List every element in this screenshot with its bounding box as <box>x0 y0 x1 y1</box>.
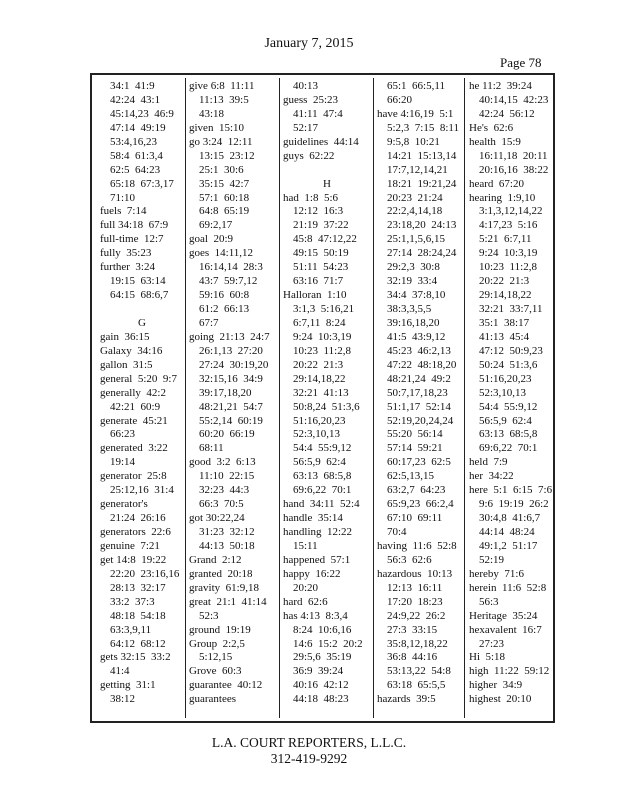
column-divider <box>373 78 374 718</box>
index-entry-line: 53:4,16,23 <box>110 135 158 148</box>
index-entry-line: general 5:20 9:7 <box>100 372 177 385</box>
index-entry-line: had 1:8 5:6 <box>283 191 338 204</box>
index-entry-line: ground 19:19 <box>189 623 251 636</box>
index-entry-line: 50:8,24 51:3,6 <box>293 400 360 413</box>
index-entry-line: Heritage 35:24 <box>469 609 538 622</box>
index-entry-line: 25:1,1,5,6,15 <box>387 233 446 246</box>
index-entry-line: 9:24 10:3,19 <box>479 247 538 260</box>
index-entry-line: genuine 7:21 <box>100 539 160 552</box>
index-entry-line: goes 14:11,12 <box>189 247 254 260</box>
index-entry-line: 40:14,15 42:23 <box>479 93 549 106</box>
index-entry-line: 8:24 10:6,16 <box>293 623 352 636</box>
index-entry-line: further 3:24 <box>100 261 155 274</box>
column-divider <box>464 78 465 718</box>
index-entry-line: 45:23 46:2,13 <box>387 344 451 357</box>
index-entry-line: 49:15 50:19 <box>293 247 349 260</box>
index-entry-line: 41:13 45:4 <box>479 330 530 343</box>
index-entry-line: 51:1,17 52:14 <box>387 400 451 413</box>
index-entry-line: 6:7,11 8:24 <box>293 316 346 329</box>
index-entry-line: great 21:1 41:14 <box>189 595 267 608</box>
index-entry-line: 20:20 <box>293 581 319 594</box>
index-entry-line: hearing 1:9,10 <box>469 191 536 204</box>
index-entry-line: 36:8 44:16 <box>387 651 438 664</box>
index-entry-line: full-time 12:7 <box>100 233 164 246</box>
index-entry-line: 42:24 56:12 <box>479 107 535 120</box>
index-entry-line: health 15:9 <box>469 135 521 148</box>
index-entry-line: here 5:1 6:15 7:6 <box>469 484 553 497</box>
index-entry-line: gain 36:15 <box>100 330 150 343</box>
index-entry-line: 41:4 <box>110 665 130 678</box>
index-entry-line: 29:14,18,22 <box>293 372 346 385</box>
index-entry-line: 44:18 48:23 <box>293 693 349 706</box>
index-entry-line: has 4:13 8:3,4 <box>283 609 348 622</box>
index-entry-line: getting 31:1 <box>100 679 156 692</box>
index-entry-line: 19:15 63:14 <box>110 275 166 288</box>
index-entry-line: 52:19,20,24,24 <box>387 414 454 427</box>
index-entry-line: 42:21 60:9 <box>110 400 161 413</box>
index-entry-line: good 3:2 6:13 <box>189 456 256 469</box>
index-entry-line: higher 34:9 <box>469 679 523 692</box>
index-column-3 <box>283 80 371 718</box>
index-entry-line: 27:14 28:24,24 <box>387 247 457 260</box>
index-entry-line: 23:18,20 24:13 <box>387 219 457 232</box>
index-entry-line: generally 42:2 <box>100 386 166 399</box>
index-entry-line: He's 62:6 <box>469 121 514 134</box>
index-entry-line: 66:20 <box>387 93 413 106</box>
index-entry-line: Hi 5:18 <box>469 651 506 664</box>
page-number: Page 78 <box>500 55 542 70</box>
index-entry-line: 32:19 33:4 <box>387 275 438 288</box>
index-entry-line: 70:4 <box>387 526 407 538</box>
index-entry-line: 5:2,3 7:15 8:11 <box>387 121 460 134</box>
index-entry-line <box>100 303 184 317</box>
index-entry-line: 60:17,23 62:5 <box>387 456 451 469</box>
index-entry-line: 35:1 38:17 <box>479 316 530 329</box>
index-entry-line: 32:23 44:3 <box>199 484 250 497</box>
index-entry-line: 63:13 68:5,8 <box>479 428 538 441</box>
index-entry-line: got 30:22,24 <box>189 512 245 525</box>
index-entry-line: 36:9 39:24 <box>293 665 344 678</box>
index-entry-line: 56:3 62:6 <box>387 553 432 566</box>
index-entry-line: generate 45:21 <box>100 414 168 427</box>
index-entry-line: gallon 31:5 <box>100 358 153 371</box>
index-entry-line: 55:20 56:14 <box>387 428 443 441</box>
index-entry-line: full 34:18 67:9 <box>100 219 169 232</box>
index-entry-line: 60:20 66:19 <box>199 428 255 441</box>
index-entry-line: 3:1,3 5:16,21 <box>293 303 355 315</box>
index-entry-line: 52:19 <box>479 553 505 566</box>
index-entry-line: 41:5 43:9,12 <box>387 330 446 343</box>
index-entry-line: held 7:9 <box>469 456 508 469</box>
index-entry-line: 48:21,21 54:7 <box>199 400 263 413</box>
index-entry-line: 48:21,24 49:2 <box>387 372 451 385</box>
index-entry-line: 68:11 <box>199 442 224 455</box>
index-entry-line: hand 34:11 52:4 <box>283 498 360 511</box>
index-entry-line: 57:1 60:18 <box>199 191 250 204</box>
index-entry-line: 63:2,7 64:23 <box>387 484 446 497</box>
index-entry-line: handle 35:14 <box>283 512 343 525</box>
index-entry-line: 52:3,10,13 <box>479 386 527 399</box>
index-entry-line: handling 12:22 <box>283 526 353 538</box>
index-entry-line: 22:2,4,14,18 <box>387 205 443 218</box>
index-entry-line: 11:10 22:15 <box>199 470 255 483</box>
index-entry-line: go 3:24 12:11 <box>189 135 253 148</box>
index-entry-line: going 21:13 24:7 <box>189 330 270 343</box>
index-entry-line: 17:7,12,14,21 <box>387 163 448 176</box>
index-entry-line: 69:2,17 <box>199 219 233 232</box>
index-entry-line: 51:11 54:23 <box>293 261 349 274</box>
index-entry-line: 64:15 68:6,7 <box>110 289 169 302</box>
index-entry-line: get 14:8 19:22 <box>100 553 167 566</box>
index-entry-line: 67:7 <box>199 316 219 329</box>
index-entry-line: guarantee 40:12 <box>189 679 263 692</box>
index-entry-line: 43:7 59:7,12 <box>199 275 258 288</box>
index-entry-line: 57:14 59:21 <box>387 442 443 455</box>
index-entry-line: 10:23 11:2,8 <box>479 261 537 274</box>
index-entry-line: 65:1 66:5,11 <box>387 80 445 92</box>
index-entry-line: 66:3 70:5 <box>199 498 244 511</box>
index-column-4 <box>377 80 465 718</box>
index-entry-line: 54:4 55:9,12 <box>479 400 538 413</box>
index-entry-line: 33:2 37:3 <box>110 595 155 608</box>
index-entry-line: gets 32:15 33:2 <box>100 651 171 664</box>
index-entry-line: Group 2:2,5 <box>189 637 245 650</box>
index-entry-line: 47:22 48:18,20 <box>387 358 457 371</box>
index-entry-line: 16:11,18 20:11 <box>479 149 548 162</box>
index-entry-line: 67:10 69:11 <box>387 512 443 525</box>
index-entry-line: 13:15 23:12 <box>199 149 255 162</box>
index-entry-line: 5:12,15 <box>199 651 233 664</box>
index-entry-line: 30:4,8 41:6,7 <box>479 512 541 525</box>
index-entry-line: 59:16 60:8 <box>199 289 250 302</box>
index-entry-line: hexavalent 16:7 <box>469 623 542 636</box>
index-entry-line: 32:21 33:7,11 <box>479 303 543 315</box>
index-entry-line: 27:3 33:15 <box>387 623 438 636</box>
index-entry-line: 56:5,9 62:4 <box>479 414 532 427</box>
index-entry-line: 39:16,18,20 <box>387 316 440 329</box>
index-entry-line: 43:18 <box>199 107 225 120</box>
index-entry-line: 9:24 10:3,19 <box>293 330 352 343</box>
index-entry-line: gravity 61:9,18 <box>189 581 259 594</box>
index-entry-line: 10:23 11:2,8 <box>293 344 351 357</box>
index-entry-line: 52:17 <box>293 121 319 134</box>
index-entry-line: her 34:22 <box>469 470 514 483</box>
index-entry-line: 55:2,14 60:19 <box>199 414 263 427</box>
index-column-5 <box>469 80 553 718</box>
index-entry-line: 53:13,22 54:8 <box>387 665 451 678</box>
index-entry-line: fuels 7:14 <box>100 205 147 218</box>
index-entry-line: 56:3 <box>479 595 499 608</box>
index-entry-line: 21:19 37:22 <box>293 219 349 232</box>
index-entry-line: 41:11 47:4 <box>293 107 343 120</box>
index-entry-line: 62:5 64:23 <box>110 163 161 176</box>
index-entry-line: 16:14,14 28:3 <box>199 261 263 274</box>
index-entry-line: happy 16:22 <box>283 567 341 580</box>
index-entry-line: he 11:2 39:24 <box>469 80 532 92</box>
index-entry-line: 45:8 47:12,22 <box>293 233 357 246</box>
index-entry-line: 20:22 21:3 <box>479 275 530 288</box>
index-entry-line: 69:6,22 70:1 <box>479 442 538 455</box>
index-entry-line: 45:14,23 46:9 <box>110 107 174 120</box>
index-entry-line: hard 62:6 <box>283 595 328 608</box>
index-entry-line: 64:12 68:12 <box>110 637 166 650</box>
index-entry-line: granted 20:18 <box>189 567 253 580</box>
index-entry-line: 32:15,16 34:9 <box>199 372 263 385</box>
index-entry-line: hazardous 10:13 <box>377 567 453 580</box>
index-entry-line: 34:1 41:9 <box>110 80 155 92</box>
index-entry-line: 44:13 50:18 <box>199 539 255 552</box>
index-entry-line: 71:10 <box>110 191 136 204</box>
index-entry-line: generators 22:6 <box>100 526 171 538</box>
index-entry-line: 69:6,22 70:1 <box>293 484 352 497</box>
index-entry-line: 50:24 51:3,6 <box>479 358 538 371</box>
index-entry-line: 28:13 32:17 <box>110 581 166 594</box>
index-entry-line: 21:24 26:16 <box>110 512 166 525</box>
index-entry-line: 52:3,10,13 <box>293 428 341 441</box>
index-entry-line: 29:14,18,22 <box>479 289 532 302</box>
index-entry-line: 38:12 <box>110 693 136 706</box>
index-entry-line: 25:1 30:6 <box>199 163 244 176</box>
index-entry-line: 29:2,3 30:8 <box>387 261 440 274</box>
index-entry-line: given 15:10 <box>189 121 244 134</box>
index-entry-line: 44:14 48:24 <box>479 526 535 538</box>
index-entry-line: 12:13 16:11 <box>387 581 443 594</box>
index-entry-line <box>283 164 371 178</box>
index-entry-line: hereby 71:6 <box>469 567 524 580</box>
index-entry-line: 20:22 21:3 <box>293 358 344 371</box>
index-entry-line: 5:21 6:7,11 <box>479 233 532 246</box>
index-entry-line: 65:18 67:3,17 <box>110 177 174 190</box>
index-entry-line: Grove 60:3 <box>189 665 242 678</box>
index-entry-line: herein 11:6 52:8 <box>469 581 547 594</box>
index-entry-line: Grand 2:12 <box>189 553 242 566</box>
index-entry-line: 63:18 65:5,5 <box>387 679 446 692</box>
index-entry-line: 52:3 <box>199 609 219 622</box>
index-entry-line: 39:17,18,20 <box>199 386 252 399</box>
index-entry-line: 63:3,9,11 <box>110 623 152 636</box>
index-entry-line: generator's <box>100 498 148 511</box>
index-entry-line: hazards 39:5 <box>377 693 436 706</box>
index-entry-line: 65:9,23 66:2,4 <box>387 498 454 511</box>
index-entry-line: 32:21 41:13 <box>293 386 349 399</box>
index-entry-line: 61:2 66:13 <box>199 303 250 315</box>
index-entry-line: 62:5,13,15 <box>387 470 435 483</box>
index-entry-line: 22:20 23:16,16 <box>110 567 180 580</box>
index-entry-line: 14:6 15:2 20:2 <box>293 637 363 650</box>
index-frame <box>90 73 555 723</box>
index-entry-line: 35:15 42:7 <box>199 177 250 190</box>
index-entry-line: 40:13 <box>293 80 319 92</box>
index-entry-line: 18:21 19:21,24 <box>387 177 457 190</box>
index-entry-line: 14:21 15:13,14 <box>387 149 457 162</box>
page-date: January 7, 2015 <box>264 36 354 51</box>
index-entry-line: high 11:22 59:12 <box>469 665 550 678</box>
index-entry-line: 27:23 <box>479 637 505 650</box>
index-entry-line: guidelines 44:14 <box>283 135 359 148</box>
index-entry-line: 25:12,16 31:4 <box>110 484 174 497</box>
index-entry-line: 29:5,6 35:19 <box>293 651 352 664</box>
index-entry-line: highest 20:10 <box>469 693 532 706</box>
index-entry-line: 56:5,9 62:4 <box>293 456 346 469</box>
index-entry-line: 3:1,3,12,14,22 <box>479 205 543 218</box>
index-entry-line: 9:5,8 10:21 <box>387 135 440 148</box>
index-entry-line: 34:4 37:8,10 <box>387 289 446 302</box>
index-entry-line: 63:13 68:5,8 <box>293 470 352 483</box>
index-column-1 <box>100 80 184 718</box>
column-divider <box>279 78 280 718</box>
index-entry-line: 38:3,3,5,5 <box>387 303 432 315</box>
index-entry-line: 49:1,2 51:17 <box>479 539 538 552</box>
index-entry-line: 51:16,20,23 <box>479 372 532 385</box>
index-entry-line: 51:16,20,23 <box>293 414 346 427</box>
index-entry-line: 19:14 <box>110 456 136 469</box>
footer-company: L.A. COURT REPORTERS, L.L.C. <box>211 735 407 750</box>
index-entry-line: goal 20:9 <box>189 233 233 246</box>
index-entry-line: guess 25:23 <box>283 93 338 106</box>
index-column-2 <box>189 80 277 718</box>
index-entry-line: 26:1,13 27:20 <box>199 344 263 357</box>
index-letter-heading: H <box>323 177 331 190</box>
index-entry-line: 63:16 71:7 <box>293 275 344 288</box>
index-entry-line: generated 3:22 <box>100 442 168 455</box>
index-entry-line: have 4:16,19 5:1 <box>377 107 454 120</box>
index-entry-line: Halloran 1:10 <box>283 289 347 302</box>
index-entry-line: 47:12 50:9,23 <box>479 344 543 357</box>
index-letter-heading: G <box>138 316 146 329</box>
index-entry-line: 47:14 49:19 <box>110 121 166 134</box>
index-entry-line: give 6:8 11:11 <box>189 80 255 92</box>
index-entry-line: 35:8,12,18,22 <box>387 637 448 650</box>
index-entry-line: happened 57:1 <box>283 553 351 566</box>
index-entry-line: 11:13 39:5 <box>199 93 249 106</box>
index-entry-line: guys 62:22 <box>283 149 335 162</box>
footer-phone: 312-419-9292 <box>270 751 348 766</box>
index-entry-line: Galaxy 34:16 <box>100 344 163 357</box>
index-entry-line: 27:24 30:19,20 <box>199 358 269 371</box>
index-entry-line: 15:11 <box>293 539 318 552</box>
index-entry-line: 20:16,16 38:22 <box>479 163 549 176</box>
index-entry-line: 31:23 32:12 <box>199 526 255 538</box>
index-entry-line: 48:18 54:18 <box>110 609 166 622</box>
index-entry-line: 20:23 21:24 <box>387 191 443 204</box>
index-entry-line: 9:6 19:19 26:2 <box>479 498 549 511</box>
index-entry-line: 50:7,17,18,23 <box>387 386 448 399</box>
index-entry-line: 42:24 43:1 <box>110 93 161 106</box>
index-entry-line: 58:4 61:3,4 <box>110 149 163 162</box>
index-entry-line: 4:17,23 5:16 <box>479 219 538 232</box>
index-entry-line: 12:12 16:3 <box>293 205 344 218</box>
index-entry-line: 17:20 18:23 <box>387 595 443 608</box>
index-entry-line: 66:23 <box>110 428 136 441</box>
index-entry-line: fully 35:23 <box>100 247 152 260</box>
index-entry-line: 40:16 42:12 <box>293 679 349 692</box>
index-entry-line: 54:4 55:9,12 <box>293 442 352 455</box>
column-divider <box>185 78 186 718</box>
index-entry-line: generator 25:8 <box>100 470 167 483</box>
index-entry-line: 24:9,22 26:2 <box>387 609 446 622</box>
index-entry-line: having 11:6 52:8 <box>377 539 457 552</box>
index-entry-line: 64:8 65:19 <box>199 205 250 218</box>
index-entry-line: guarantees <box>189 693 237 706</box>
index-entry-line: heard 67:20 <box>469 177 524 190</box>
